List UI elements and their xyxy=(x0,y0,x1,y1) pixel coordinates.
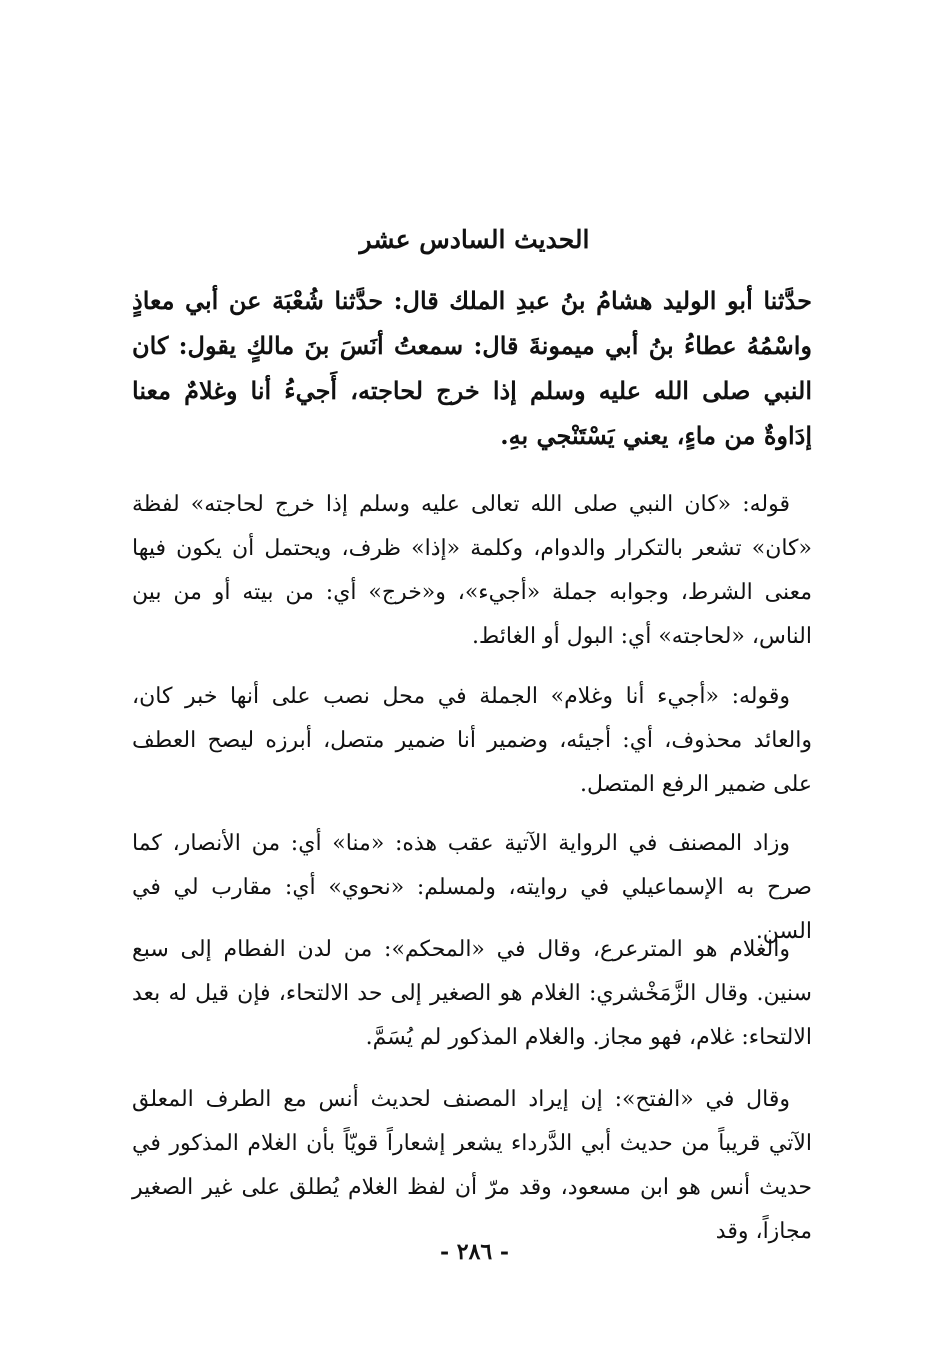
hadith-text: حدَّثنا أبو الوليد هشامُ بنُ عبدِ الملك قال: حدَّثنا شُعْبَة عن أبي معاذٍ واسْمُهُ عطاءُ بنُ أبي ميمونةَ قال: سمعتُ أنَسَ بنَ مالكٍ يقول: كان النبي صلى الله عليه وسلم إذا خرج لحاجته، أَجيءُ أنا وغلامٌ معنا إدَاوةٌ من ماءٍ، يعني يَسْتَنْجي بهِ. xyxy=(132,286,813,450)
commentary-paragraph-3: وزاد المصنف في الرواية الآتية عقب هذه: «منا» أي: من الأنصار، كما صرح به الإسماعيلي في روايته، ولمسلم: «نحوي» أي: مقارب لي في السن. xyxy=(132,831,812,944)
commentary-paragraph-1: قوله: «كان النبي صلى الله تعالى عليه وسلم إذا خرج لحاجته» لفظة «كان» تشعر بالتكرار والدوام، وكلمة «إذا» ظرف، ويحتمل أن يكون فيها معنى الشرط، وجوابه جملة «أجيء»، و«خرج» أي: من بيته أو من بين الناس، «لحاجته» أي: البول أو الغائط. xyxy=(132,492,812,649)
commentary-paragraph-2: وقوله: «أجيء أنا وغلام» الجملة في محل نصب على أنها خبر كان، والعائد محذوف، أي: أجيئه، وضمير أنا ضمير متصل، أبرزه ليصح العطف على ضمير الرفع المتصل. xyxy=(132,684,812,797)
commentary-paragraph-4: والغلام هو المترعرع، وقال في «المحكم»: من لدن الفطام إلى سبع سنين. وقال الزَّمَخْشري: الغلام هو الصغير إلى حد الالتحاء، فإن قيل له بعد الالتحاء: غلام، فهو مجاز. والغلام المذكور لم يُسَمَّ. xyxy=(132,937,812,1050)
commentary-paragraph-5: وقال في «الفتح»: إن إيراد المصنف لحديث أنس مع الطرف المعلق الآتي قريباً من حديث أبي الدَّرداء يشعر إشعاراً قويّاً بأن الغلام المذكور في حديث أنس هو ابن مسعود، وقد مرّ أن لفظ الغلام يُطلق على غير الصغير مجازاً، وقد xyxy=(132,1087,812,1244)
page-number: - ٢٨٦ - xyxy=(439,1239,510,1265)
chapter-heading: الحديث السادس عشر xyxy=(359,225,590,254)
